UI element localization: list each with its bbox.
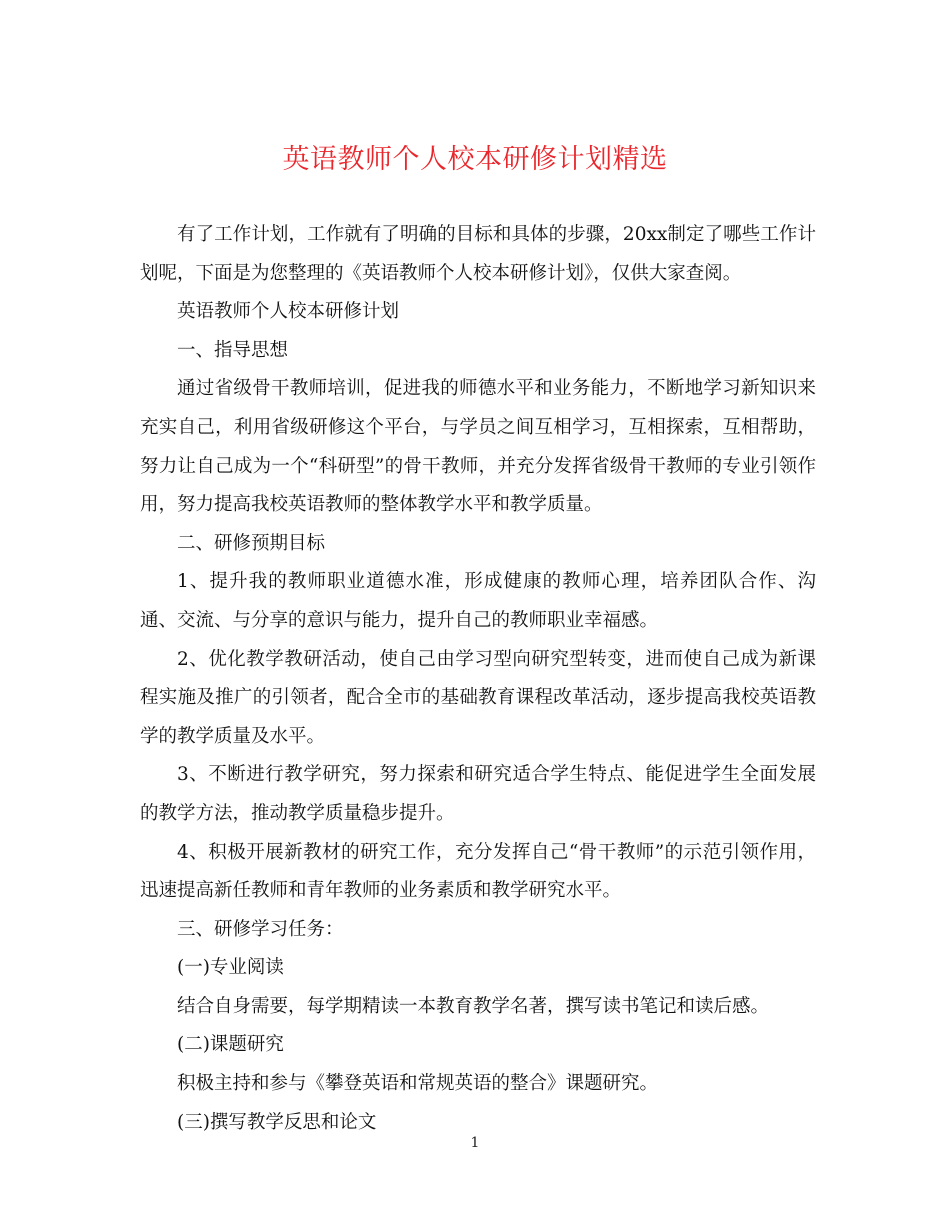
document-body (140, 216, 816, 1142)
goal-item-1: 1、提升我的教师职业道德水准，形成健康的教师心理，培养团队合作、沟通、交流、与分享的意识与能力，提升自己的教师职业幸福感。 (140, 571, 816, 631)
guiding-thought-paragraph: 通过省级骨干教师培训，促进我的师德水平和业务能力，不断地学习新知识来充实自己，利用省级研修这个平台，与学员之间互相学习，互相探索，互相帮助，努力让自己成为一个“科研型”的骨干教师，并充分发挥省级骨干教师的专业引领作用，努力提高我校英语教师的整体教学水平和教学质量。 (140, 378, 816, 516)
section-heading-expected-goals: 二、研修预期目标 (177, 532, 326, 554)
intro-paragraph: 有了工作计划，工作就有了明确的目标和具体的步骤，20xx制定了哪些工作计划呢，下面是为您整理的《英语教师个人校本研修计划》，仅供大家查阅。 (140, 224, 816, 284)
section-heading-guiding-thought: 一、指导思想 (177, 339, 289, 361)
topic-research-paragraph: 积极主持和参与《攀登英语和常规英语的整合》课题研究。 (177, 1073, 659, 1095)
page-number: 1 (470, 1135, 480, 1151)
goal-item-3: 3、不断进行教学研究，努力探索和研究适合学生特点、能促进学生全面发展的教学方法，推动教学质量稳步提升。 (140, 764, 816, 824)
subheading-reflection-papers: (三)撰写教学反思和论文 (177, 1111, 377, 1133)
goal-item-4: 4、积极开展新教材的研究工作，充分发挥自己“骨干教师”的示范引领作用，迅速提高新任教师和青年教师的业务素质和教学研究水平。 (140, 841, 816, 902)
subheading-topic-research: (二)课题研究 (177, 1034, 284, 1056)
plan-heading: 英语教师个人校本研修计划 (177, 301, 400, 323)
document-title: 英语教师个人校本研修计划精选 (282, 144, 668, 175)
section-heading-study-tasks: 三、研修学习任务： (177, 918, 344, 940)
professional-reading-paragraph: 结合自身需要，每学期精读一本教育教学名著，撰写读书笔记和读后感。 (177, 995, 770, 1017)
subheading-professional-reading: (一)专业阅读 (177, 957, 284, 979)
goal-item-2: 2、优化教学教研活动，使自己由学习型向研究型转变，进而使自己成为新课程实施及推广的引领者，配合全市的基础教育课程改革活动，逐步提高我校英语教学的教学质量及水平。 (140, 648, 816, 747)
